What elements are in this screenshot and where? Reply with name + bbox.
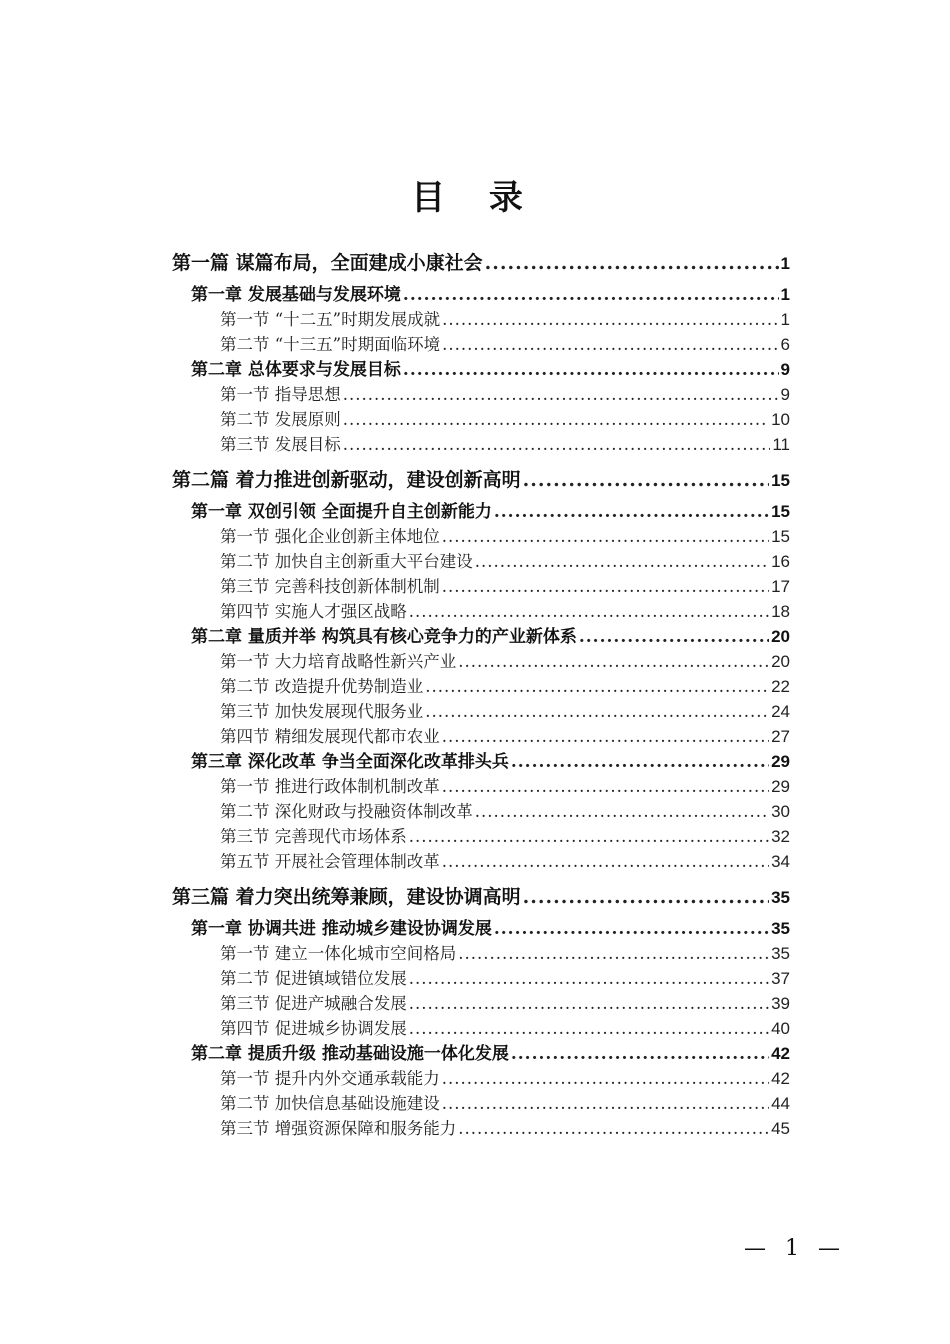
toc-entry-title: 第一节 “十二五”时期发展成就 — [220, 310, 441, 329]
dot-leader — [579, 625, 769, 649]
toc-entry-title: 第三节 完善科技创新体制机制 — [220, 577, 440, 596]
toc-page-number: 32 — [771, 827, 790, 846]
toc-page-number: 20 — [771, 627, 790, 646]
toc-entry-title: 第四节 精细发展现代都市农业 — [220, 727, 440, 746]
dot-leader — [442, 1091, 769, 1116]
toc-section[interactable] — [172, 774, 790, 799]
dot-leader — [523, 465, 769, 495]
toc-page-number: 15 — [771, 502, 790, 521]
toc-page-number: 30 — [771, 802, 790, 821]
toc-entry-title: 第二节 发展原则 — [220, 410, 341, 429]
dot-leader — [511, 1042, 769, 1066]
toc-page-number: 29 — [771, 777, 790, 796]
toc-chapter[interactable] — [172, 499, 790, 524]
toc-page-number: 1 — [780, 285, 790, 304]
toc-entry-title: 第三篇 着力突出统筹兼顾，建设协调高明 — [172, 886, 521, 908]
toc-page-number: 44 — [771, 1094, 790, 1113]
toc-part[interactable] — [172, 465, 790, 495]
toc-section[interactable] — [172, 699, 790, 724]
toc-section[interactable] — [172, 724, 790, 749]
toc-section[interactable] — [172, 674, 790, 699]
toc-section[interactable] — [172, 824, 790, 849]
toc-section[interactable] — [172, 991, 790, 1016]
toc-section[interactable] — [172, 599, 790, 624]
toc-page-number: 9 — [780, 385, 790, 404]
toc-section[interactable] — [172, 524, 790, 549]
toc-page-number: 1 — [780, 254, 790, 273]
toc-page-number: 16 — [771, 552, 790, 571]
toc-page-number: 15 — [771, 527, 790, 546]
toc-entry-title: 第二节 “十三五”时期面临环境 — [220, 335, 441, 354]
toc-page-number: 1 — [780, 310, 790, 329]
toc-entry-title: 第三节 增强资源保障和服务能力 — [220, 1119, 457, 1138]
dot-leader — [343, 382, 779, 407]
toc-entry-title: 第一章 发展基础与发展环境 — [191, 285, 401, 305]
toc-entry-title: 第二篇 着力推进创新驱动，建设创新高明 — [172, 469, 521, 491]
dot-leader — [403, 358, 779, 382]
toc-entry-title: 第三节 加快发展现代服务业 — [220, 702, 424, 721]
toc-section[interactable] — [172, 1091, 790, 1116]
dot-leader — [409, 599, 769, 624]
toc-section[interactable] — [172, 799, 790, 824]
dot-leader — [511, 750, 769, 774]
toc-entry-title: 第二节 加快信息基础设施建设 — [220, 1094, 440, 1113]
toc-page-number: 9 — [780, 360, 790, 379]
toc-entry-title: 第四节 实施人才强区战略 — [220, 602, 407, 621]
dot-leader — [523, 882, 769, 912]
toc-page-number: 42 — [771, 1069, 790, 1088]
toc-section[interactable] — [172, 1016, 790, 1041]
toc-section[interactable] — [172, 966, 790, 991]
dot-leader — [458, 649, 769, 674]
toc-page-number: 37 — [771, 969, 790, 988]
toc-entry-title: 第一章 协调共进 推动城乡建设协调发展 — [191, 919, 492, 939]
toc-section[interactable] — [172, 332, 790, 357]
dot-leader — [442, 524, 769, 549]
dot-leader — [475, 549, 769, 574]
toc-section[interactable] — [172, 1066, 790, 1091]
dot-leader — [403, 283, 779, 307]
toc-section[interactable] — [172, 1116, 790, 1141]
toc-entry-title: 第一节 建立一体化城市空间格局 — [220, 944, 457, 963]
toc-chapter[interactable] — [172, 357, 790, 382]
toc-page-number: 45 — [771, 1119, 790, 1138]
dot-leader — [409, 966, 769, 991]
toc-page-number: 35 — [771, 919, 790, 938]
toc-entry-title: 第二节 改造提升优势制造业 — [220, 677, 424, 696]
toc-page-number: 27 — [771, 727, 790, 746]
table-of-contents — [172, 248, 790, 1141]
toc-part[interactable] — [172, 248, 790, 278]
toc-chapter[interactable] — [172, 1041, 790, 1066]
toc-entry-title: 第二章 量质并举 构筑具有核心竞争力的产业新体系 — [191, 627, 577, 647]
toc-page-number: 35 — [771, 944, 790, 963]
toc-section[interactable] — [172, 432, 790, 457]
dot-leader — [425, 699, 769, 724]
toc-page-number: 35 — [771, 888, 790, 907]
toc-section[interactable] — [172, 549, 790, 574]
toc-page-number: 34 — [771, 852, 790, 871]
toc-entry-title: 第一篇 谋篇布局，全面建成小康社会 — [172, 252, 483, 274]
toc-page-number: 18 — [771, 602, 790, 621]
toc-entry-title: 第二节 促进镇域错位发展 — [220, 969, 407, 988]
toc-part[interactable] — [172, 882, 790, 912]
toc-page-number: 6 — [780, 335, 790, 354]
dot-leader — [442, 332, 778, 357]
toc-section[interactable] — [172, 574, 790, 599]
toc-entry-title: 第二章 总体要求与发展目标 — [191, 360, 401, 380]
toc-section[interactable] — [172, 941, 790, 966]
toc-page-number: 20 — [771, 652, 790, 671]
dot-leader — [442, 774, 769, 799]
dot-leader — [458, 1116, 769, 1141]
toc-page-number: 42 — [771, 1044, 790, 1063]
toc-entry-title: 第二节 加快自主创新重大平台建设 — [220, 552, 473, 571]
toc-chapter[interactable] — [172, 916, 790, 941]
toc-entry-title: 第三节 促进产城融合发展 — [220, 994, 407, 1013]
dot-leader — [442, 307, 778, 332]
dot-leader — [409, 991, 769, 1016]
dot-leader — [475, 799, 769, 824]
toc-entry-title: 第一节 强化企业创新主体地位 — [220, 527, 440, 546]
toc-page-number: 15 — [771, 471, 790, 490]
toc-entry-title: 第三节 完善现代市场体系 — [220, 827, 407, 846]
dot-leader — [442, 849, 769, 874]
toc-entry-title: 第三节 发展目标 — [220, 435, 341, 454]
toc-entry-title: 第四节 促进城乡协调发展 — [220, 1019, 407, 1038]
dot-leader — [442, 1066, 769, 1091]
toc-page-number: 10 — [771, 410, 790, 429]
dot-leader — [409, 824, 769, 849]
toc-entry-title: 第五节 开展社会管理体制改革 — [220, 852, 440, 871]
toc-page-number: 24 — [771, 702, 790, 721]
dot-leader — [442, 574, 769, 599]
toc-section[interactable] — [172, 649, 790, 674]
toc-page-number: 39 — [771, 994, 790, 1013]
page-number: — 1 — — [744, 1236, 846, 1261]
toc-page-number: 22 — [771, 677, 790, 696]
dot-leader — [494, 500, 769, 524]
toc-section[interactable] — [172, 407, 790, 432]
toc-entry-title: 第一章 双创引领 全面提升自主创新能力 — [191, 502, 492, 522]
dot-leader — [343, 432, 771, 457]
toc-entry-title: 第一节 大力培育战略性新兴产业 — [220, 652, 457, 671]
dot-leader — [494, 917, 769, 941]
dot-leader — [425, 674, 769, 699]
dot-leader — [409, 1016, 769, 1041]
toc-page-number: 29 — [771, 752, 790, 771]
toc-entry-title: 第一节 推进行政体制机制改革 — [220, 777, 440, 796]
dot-leader — [442, 724, 769, 749]
toc-entry-title: 第一节 指导思想 — [220, 385, 341, 404]
toc-chapter[interactable] — [172, 749, 790, 774]
toc-section[interactable] — [172, 307, 790, 332]
toc-entry-title: 第三章 深化改革 争当全面深化改革排头兵 — [191, 752, 509, 772]
toc-page-number: 17 — [771, 577, 790, 596]
dot-leader — [343, 407, 769, 432]
toc-chapter[interactable] — [172, 282, 790, 307]
toc-entry-title: 第二章 提质升级 推动基础设施一体化发展 — [191, 1044, 509, 1064]
dot-leader — [485, 248, 779, 278]
toc-page-number: 40 — [771, 1019, 790, 1038]
toc-entry-title: 第一节 提升内外交通承载能力 — [220, 1069, 440, 1088]
toc-entry-title: 第二节 深化财政与投融资体制改革 — [220, 802, 473, 821]
dot-leader — [458, 941, 769, 966]
page-title: 目 录 — [411, 178, 539, 218]
toc-section[interactable] — [172, 382, 790, 407]
toc-section[interactable] — [172, 849, 790, 874]
toc-page-number: 11 — [772, 435, 790, 454]
toc-chapter[interactable] — [172, 624, 790, 649]
